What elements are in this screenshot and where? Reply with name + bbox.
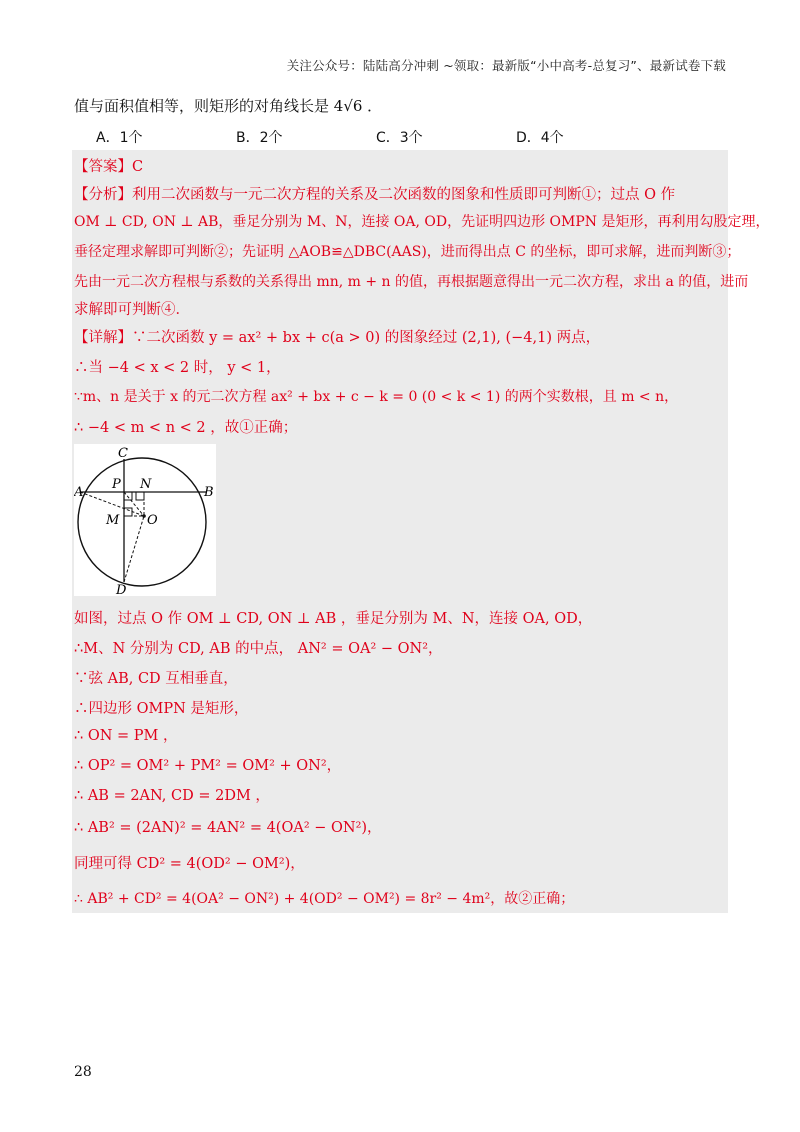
circle-diagram-svg: [74, 444, 216, 596]
figure-line-10: ∴ AB² + CD² = 4(OA² − ON²) + 4(OD² − OM²) = 8r² − 4m²，故②正确；: [74, 891, 575, 907]
label-a: A: [74, 485, 84, 500]
answer-line: 【答案】C: [74, 159, 144, 175]
figure-line-6: ∴ OP² = OM² + PM² = OM² + ON²，: [74, 758, 342, 774]
detail-line-3: ∵m、n 是关于 x 的元二次方程 ax² + bx + c − k = 0 (0 < k < 1) 的两个实数根，且 m < n，: [74, 389, 679, 405]
analysis-line-3: 垂径定理求解即可判断②；先证明 △AOB≌△DBC(AAS)，进而得出点 C 的坐标，即可求解，进而判断③；: [74, 244, 741, 260]
detail-line-2: ∴当 −4 < x < 2 时， y < 1，: [74, 360, 281, 376]
detail-line-4: ∴ −4 < m < n < 2 ，故①正确；: [74, 420, 298, 436]
analysis-line-5: 求解即可判断④．: [74, 302, 190, 318]
label-c: C: [118, 446, 128, 461]
label-d: D: [116, 583, 127, 596]
segment-od: [124, 516, 144, 582]
page-number: 28: [74, 1064, 92, 1080]
option-d: D．4个: [516, 130, 564, 146]
right-angle-n: [136, 492, 144, 500]
center-point-o: [142, 514, 146, 518]
option-c: C．3个: [376, 130, 423, 146]
answer-options: [96, 127, 656, 147]
analysis-line-2: OM ⊥ CD, ON ⊥ AB，垂足分别为 M、N，连接 OA, OD，先证明四边形 OMPN 是矩形，再利用勾股定理，: [74, 214, 770, 230]
label-m: M: [106, 513, 120, 528]
label-b: B: [204, 485, 214, 500]
label-p: P: [112, 477, 121, 492]
question-text: 值与面积值相等，则矩形的对角线长是 4√6 ．: [74, 97, 383, 115]
analysis-line-1: 【分析】利用二次函数与一元二次方程的关系及二次函数的图象和性质即可判断①；过点 O 作: [74, 187, 676, 203]
detail-line-1: 【详解】∵二次函数 y = ax² + bx + c(a > 0) 的图象经过 (2,1), (−4,1) 两点，: [74, 330, 601, 346]
analysis-line-4: 先由一元二次方程根与系数的关系得出 mn, m + n 的值，再根据题意得出一元二次方程，求出 a 的值，进而: [74, 274, 749, 290]
figure-line-8: ∴ AB² = (2AN)² = 4AN² = 4(OA² − ON²)，: [74, 820, 382, 836]
circle-diagram: [74, 444, 216, 596]
figure-line-1: 如图，过点 O 作 OM ⊥ CD, ON ⊥ AB ，垂足分别为 M、N，连接 OA, OD，: [74, 611, 593, 627]
figure-line-7: ∴ AB = 2AN, CD = 2DM ，: [74, 788, 270, 804]
figure-line-2: ∴M、N 分别为 CD, AB 的中点， AN² = OA² − ON²，: [74, 641, 443, 657]
option-b: B．2个: [236, 130, 283, 146]
option-a: A．1个: [96, 130, 143, 146]
label-o: O: [147, 513, 158, 528]
label-n: N: [140, 477, 152, 492]
figure-line-5: ∴ ON = PM ，: [74, 728, 178, 744]
page-header: 关注公众号：陆陆高分冲刺 ~领取：最新版“小中高考-总复习”、最新试卷下载: [286, 58, 726, 73]
figure-line-3: ∵弦 AB, CD 互相垂直，: [74, 671, 238, 687]
figure-line-9: 同理可得 CD² = 4(OD² − OM²)，: [74, 856, 305, 872]
right-angle-m: [124, 508, 132, 516]
figure-line-4: ∴四边形 OMPN 是矩形，: [74, 701, 249, 717]
